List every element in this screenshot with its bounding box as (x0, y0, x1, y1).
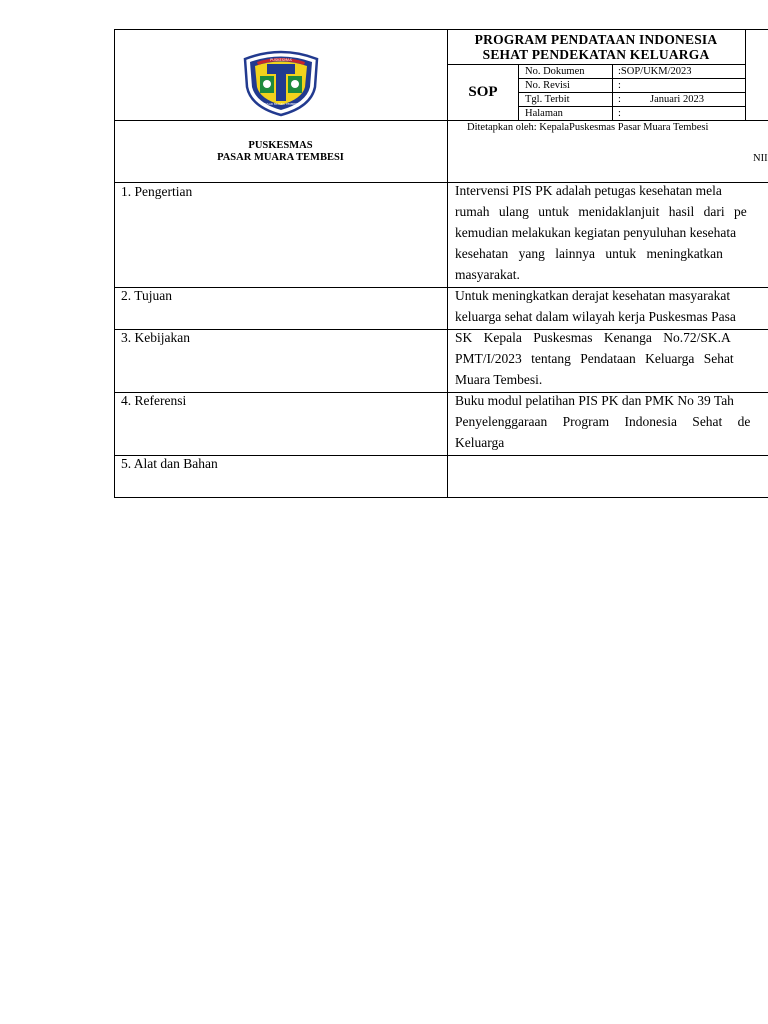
meta-divider-values (612, 64, 613, 121)
text-line: Keluarga (455, 435, 505, 450)
meta-page-value: : (618, 108, 621, 119)
text-line: Buku modul pelatihan PIS PK dan PMK No 39 Tah (455, 393, 734, 408)
text-line: Penyelenggaraan Program Indonesia Sehat de (455, 414, 751, 429)
meta-page-label: Halaman (525, 108, 563, 119)
table-divider-right (745, 29, 746, 121)
section-label-alat-dan-bahan: 5. Alat dan Bahan (121, 456, 218, 471)
text-line: Intervensi PIS PK adalah petugas kesehatan mela (455, 183, 722, 198)
table-line-title-bottom (447, 64, 746, 65)
meta-doc-no-label: No. Dokumen (525, 66, 585, 77)
logo-right-emblem (291, 80, 299, 88)
text-line: Untuk meningkatkan derajat kesehatan masyarakat (455, 288, 731, 303)
nip-fragment: NII (753, 153, 768, 164)
puskesmas-logo (241, 49, 321, 117)
established-by: Ditetapkan oleh: KepalaPuskesmas Pasar Muara Tembesi (467, 122, 709, 133)
logo-text-bottom: PASAR MUARA TEMBESI (263, 102, 299, 106)
section-label-tujuan: 2. Tujuan (121, 288, 173, 303)
meta-divider-sop (518, 64, 519, 121)
logo-text-top: PUSKESMAS (270, 58, 292, 62)
section-label-referensi: 4. Referensi (121, 393, 187, 408)
meta-issued-colon: : (618, 94, 621, 105)
table-border-left (114, 29, 115, 498)
text-line: kemudian melakukan kegiatan penyuluhan kesehata (455, 225, 737, 240)
meta-revision-value: : (618, 80, 621, 91)
table-border-bottom (114, 497, 768, 498)
title-line-2: SEHAT PENDEKATAN KELUARGA (482, 47, 710, 62)
table-border-top (114, 29, 768, 30)
text-line: rumah ulang untuk menidaklanjuit hasil dari pe (455, 204, 747, 219)
org-line-1: PUSKESMAS (248, 140, 313, 151)
text-line: masyarakat. (455, 267, 520, 282)
organization-name (114, 140, 447, 164)
table-line-header-bottom (114, 120, 768, 121)
section-body-tujuan (455, 285, 736, 327)
meta-issued-value: Januari 2023 (650, 94, 704, 105)
logo-left-emblem (263, 80, 271, 88)
text-line: Muara Tembesi. (455, 372, 543, 387)
document-title (448, 32, 744, 62)
title-line-1: PROGRAM PENDATAAN INDONESIA (474, 32, 718, 47)
meta-doc-no-value: :SOP/UKM/2023 (618, 66, 692, 77)
text-line: keluarga sehat dalam wilayah kerja Puskesmas Pasa (455, 309, 736, 324)
section-body-referensi (455, 390, 750, 453)
section-label-pengertian: 1. Pengertian (121, 184, 193, 199)
meta-revision-label: No. Revisi (525, 80, 570, 91)
section-body-kebijakan (455, 327, 734, 390)
section-body-pengertian (455, 180, 747, 285)
text-line: PMT/I/2023 tentang Pendataan Keluarga Sehat (455, 351, 734, 366)
org-line-2: PASAR MUARA TEMBESI (217, 152, 344, 163)
section-label-kebijakan: 3. Kebijakan (121, 330, 190, 345)
text-line: SK Kepala Puskesmas Kenanga No.72/SK.A (455, 330, 731, 345)
text-line: kesehatan yang lainnya untuk meningkatkan (455, 246, 723, 261)
meta-issued-label: Tgl. Terbit (525, 94, 570, 105)
sop-label: SOP (468, 84, 498, 100)
logo-cross-stem (276, 71, 286, 101)
